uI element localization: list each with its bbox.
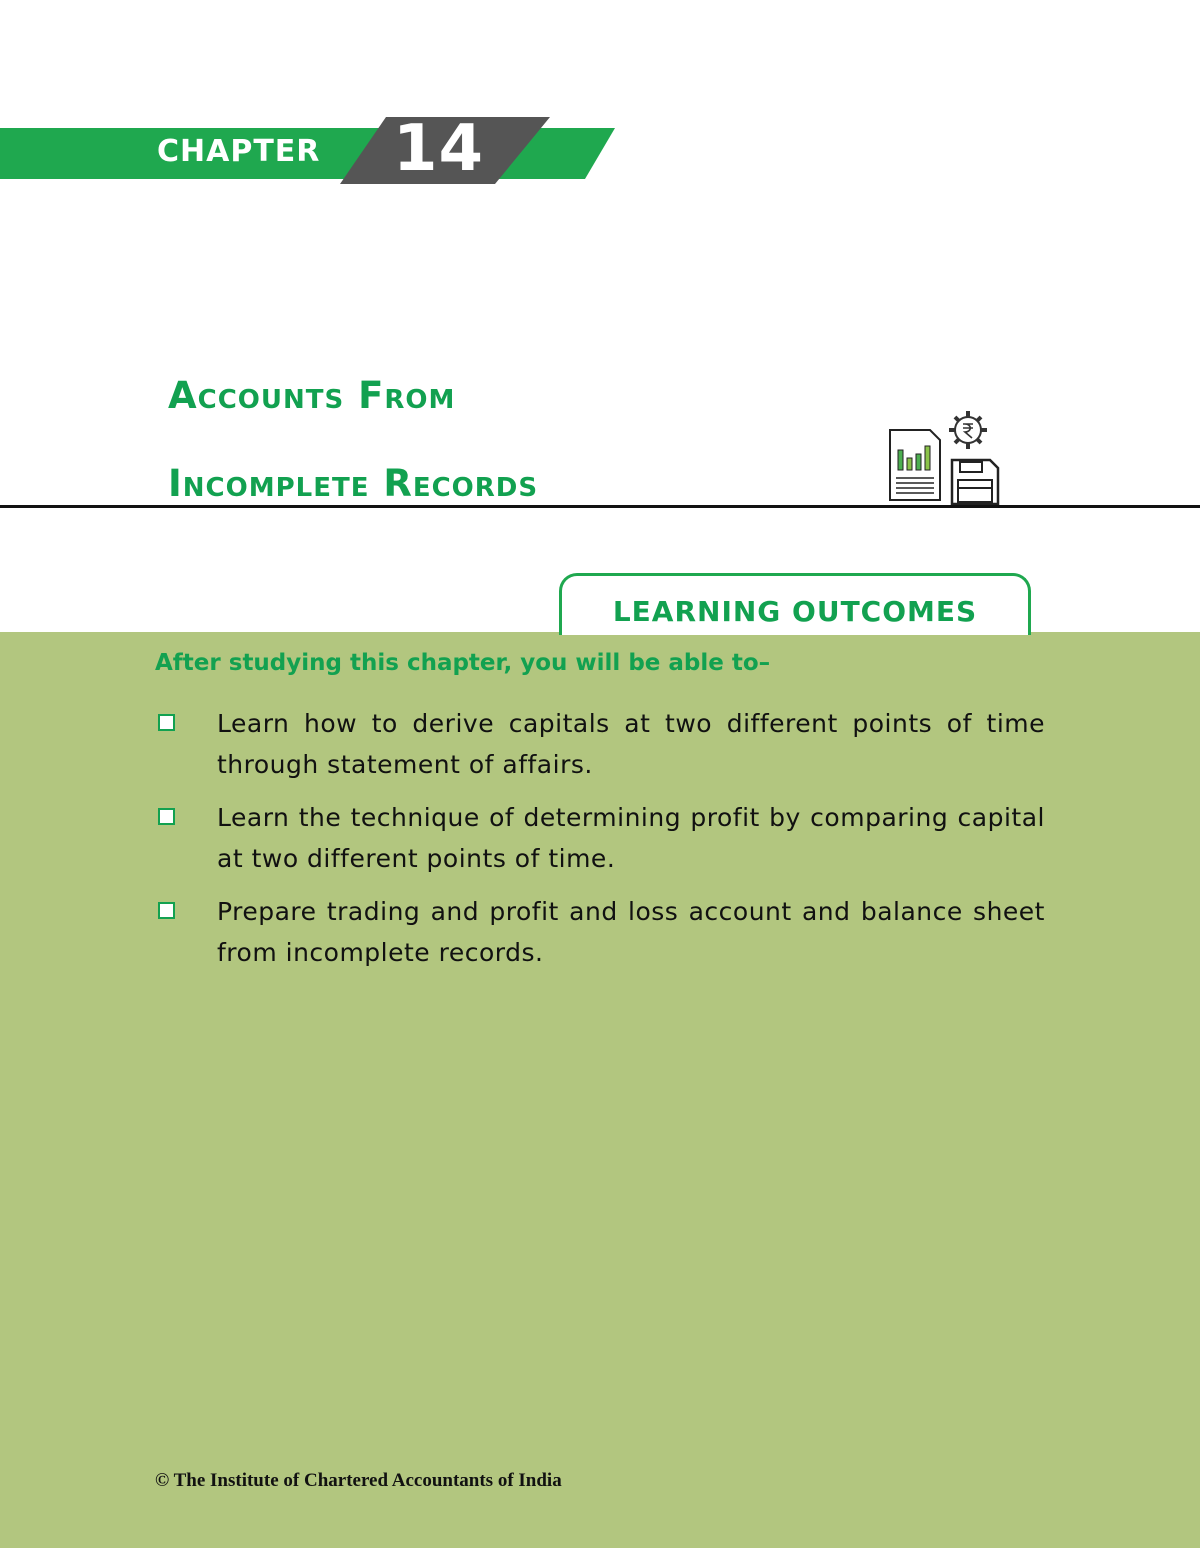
title-divider [0, 505, 1200, 508]
learning-outcomes-heading: LEARNING OUTCOMES [612, 595, 978, 628]
checkbox-square-icon [158, 902, 175, 919]
chapter-number: 14 [393, 112, 485, 186]
chapter-label: CHAPTER [157, 134, 321, 169]
document-chart-rupee-gear-icon [888, 408, 1004, 511]
checkbox-square-icon [158, 808, 175, 825]
outcome-text: Learn how to derive capitals at two different points of time through statement of affairs. [217, 709, 1045, 779]
checkbox-square-icon [158, 714, 175, 731]
list-item [155, 703, 1045, 785]
outcome-text: Prepare trading and profit and loss account and balance sheet from incomplete records. [217, 897, 1045, 967]
learning-outcomes-intro: After studying this chapter, you will be able to– [155, 650, 771, 676]
copyright-footer: © The Institute of Chartered Accountants of India [155, 1470, 562, 1491]
chapter-title [168, 352, 538, 528]
list-item [155, 891, 1045, 973]
learning-outcomes-tab [559, 573, 1031, 635]
chapter-title-line-2: Incomplete Records [168, 462, 539, 505]
outcome-text: Learn the technique of determining profit by comparing capital at two different points of time. [217, 803, 1045, 873]
chapter-title-line-1: Accounts From [168, 374, 456, 417]
learning-outcomes-list [155, 703, 1045, 985]
list-item [155, 797, 1045, 879]
